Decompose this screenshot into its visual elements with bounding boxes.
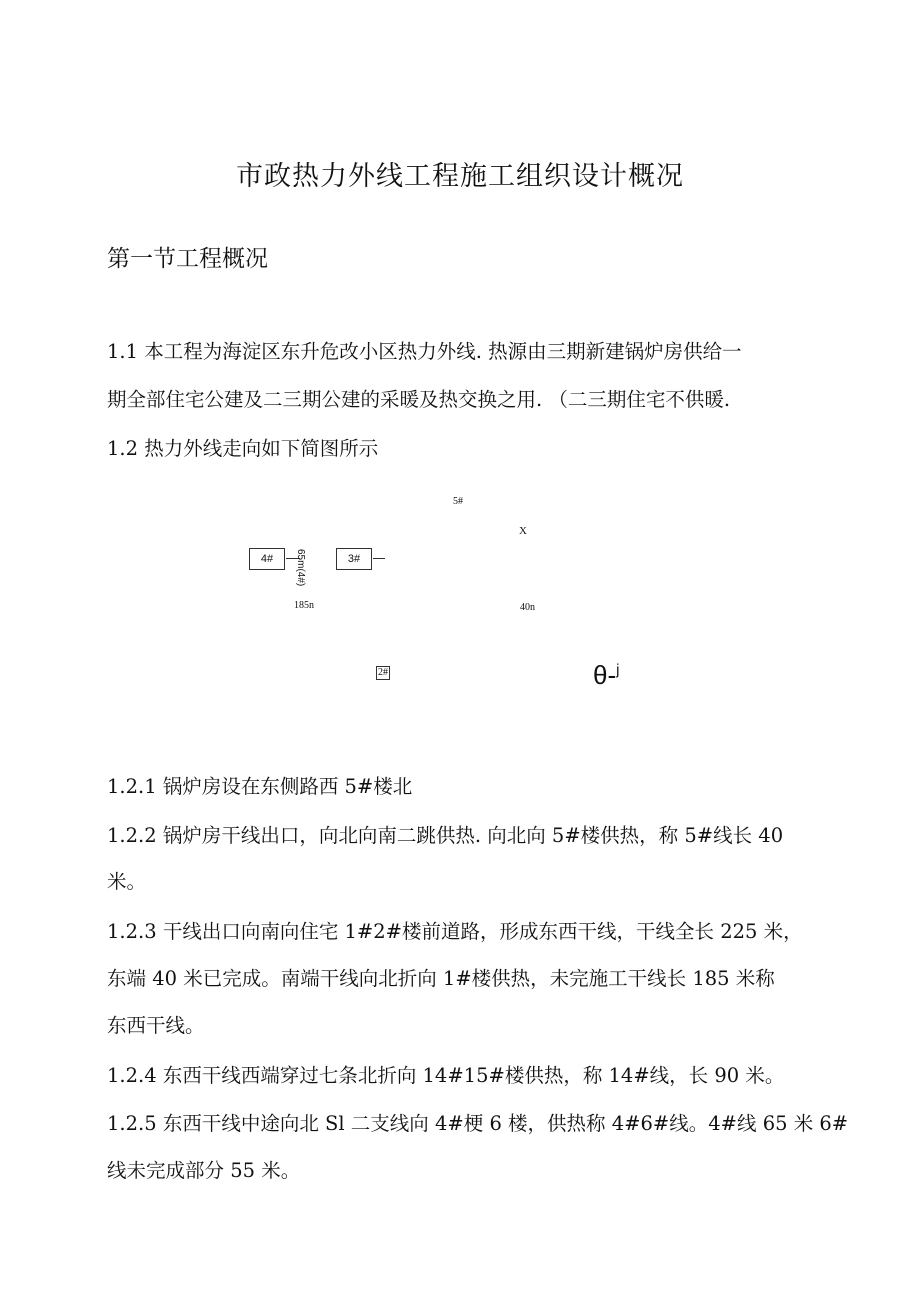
diagram-label-x: X: [519, 525, 527, 537]
diagram-theta-superscript: j: [616, 661, 620, 679]
paragraph-1-2-5-line-1: 1.2.5 东西干线中途向北 Sl 二支线向 4#梗 6 楼，供热称 4#6#线。4#线 65 米 6#: [107, 1112, 849, 1135]
heating-route-diagram: [0, 480, 920, 720]
diagram-theta-text: θ-: [593, 660, 617, 690]
section-heading: 第一节工程概况: [107, 246, 268, 272]
document-title: 市政热力外线工程施工组织设计概况: [236, 161, 684, 192]
building-3-box: [336, 548, 372, 570]
paragraph-1-2-4: 1.2.4 东西干线西端穿过七条北折向 14#15#楼供热，称 14#线，长 90 米。: [107, 1064, 785, 1087]
paragraph-1-2-5-line-2: 线未完成部分 55 米。: [107, 1159, 301, 1182]
connector-line-3: [373, 558, 385, 559]
diagram-label-theta: [593, 660, 619, 691]
paragraph-1-2-3-line-3: 东西干线。: [107, 1014, 205, 1037]
diagram-label-building-5: 5#: [453, 496, 463, 507]
paragraph-1-2-2-line-1: 1.2.2 锅炉房干线出口，向北向南二跳供热. 向北向 5#楼供热，称 5#线长 40: [107, 824, 784, 847]
paragraph-1-2: 1.2 热力外线走向如下简图所示: [107, 437, 379, 460]
paragraph-1-1-line-2: 期全部住宅公建及二三期公建的采暖及热交换之用. （二三期住宅不供暖.: [107, 388, 731, 411]
paragraph-1-2-3-line-2: 东端 40 米已完成。南端干线向北折向 1#楼供热，未完施工干线长 185 米称: [107, 967, 775, 990]
diagram-label-40n: 40n: [520, 602, 535, 613]
diagram-label-building-2: 2#: [378, 667, 388, 678]
building-3-label: 3#: [347, 553, 361, 565]
building-4-label: 4#: [260, 553, 274, 565]
diagram-label-185n: 185n: [294, 600, 314, 611]
paragraph-1-2-1: 1.2.1 锅炉房设在东侧路西 5#楼北: [107, 775, 413, 798]
diagram-vertical-label-65m: 65m(4#): [295, 549, 306, 587]
paragraph-1-2-2-line-2: 米。: [107, 870, 147, 893]
paragraph-1-2-3-line-1: 1.2.3 干线出口向南向住宅 1#2#楼前道路，形成东西干线，干线全长 225 米，: [107, 920, 803, 943]
building-4-box: [249, 548, 285, 570]
paragraph-1-1-line-1: 1.1 本工程为海淀区东升危改小区热力外线. 热源由三期新建锅炉房供给一: [107, 340, 742, 363]
